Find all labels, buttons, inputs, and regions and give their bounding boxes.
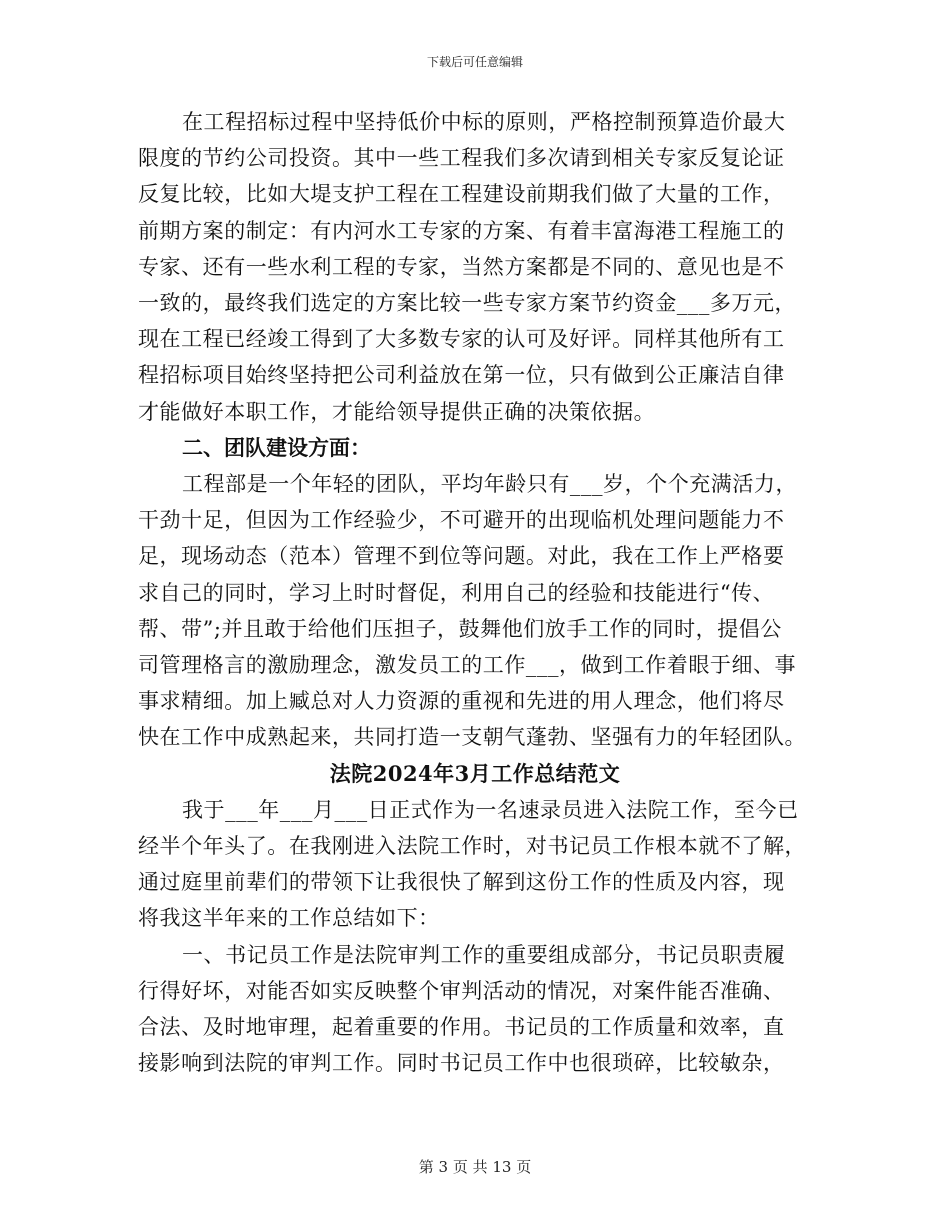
text-line: 将我这半年来的工作总结如下： xyxy=(138,906,440,931)
text-line: 合法、及时地审理，起着重要的作用。书记员的工作质量和效率，直 xyxy=(138,1015,785,1040)
text-line: 帮、带”;并且敢于给他们压担子，鼓舞他们放手工作的同时，提倡公 xyxy=(138,616,782,641)
text-line: 通过庭里前辈们的带领下让我很快了解到这份工作的性质及内容，现 xyxy=(138,870,785,895)
text-line: 才能做好本职工作，才能给领导提供正确的决策依据。 xyxy=(138,399,656,424)
text-line: 反复比较，比如大堤支护工程在工程建设前期我们做了大量的工作， xyxy=(138,182,785,207)
paragraph-clerk-duty xyxy=(138,937,812,1082)
text-line: 工程部是一个年轻的团队，平均年龄只有___岁，个个充满活力， xyxy=(182,472,797,497)
paragraph-team xyxy=(138,466,812,756)
document-body xyxy=(138,104,812,1081)
text-line: 程招标项目始终坚持把公司利益放在第一位，只有做到公正廉洁自律 xyxy=(138,363,785,388)
text-line: 求自己的同时，学习上时时督促，利用自己的经验和技能进行“传、 xyxy=(138,580,775,605)
paragraph-intro xyxy=(138,792,812,937)
text-line: 在工程招标过程中坚持低价中标的原则，严格控制预算造价最大 xyxy=(182,110,786,134)
text-line: 专家、还有一些水利工程的专家，当然方案都是不同的、意见也是不 xyxy=(138,254,785,279)
paragraph-bidding xyxy=(138,104,812,430)
text-line: 限度的节约公司投资。其中一些工程我们多次请到相关专家反复论证 xyxy=(138,146,785,171)
text-line: 我于___年___月___日正式作为一名速录员进入法院工作，至今已 xyxy=(182,797,799,822)
text-line: 事求精细。加上臧总对人力资源的重视和先进的用人理念，他们将尽 xyxy=(138,689,785,714)
text-line: 一、书记员工作是法院审判工作的重要组成部分，书记员职责履 xyxy=(182,942,786,967)
page-footer: 第 3 页 共 13 页 xyxy=(418,1158,532,1176)
text-line: 前期方案的制定：有内河水工专家的方案、有着丰富海港工程施工的 xyxy=(138,218,785,243)
text-line: 行得好坏，对能否如实反映整个审判活动的情况，对案件能否准确、 xyxy=(138,978,785,1003)
text-line: 现在工程已经竣工得到了大多数专家的认可及好评。同样其他所有工 xyxy=(138,327,785,352)
text-line: 接影响到法院的审判工作。同时书记员工作中也很琐碎，比较敏杂， xyxy=(138,1051,785,1076)
text-line: 足，现场动态（范本）管理不到位等问题。对此，我在工作上严格要 xyxy=(138,544,785,569)
text-line: 一致的，最终我们选定的方案比较一些专家方案节约资金___多万元， xyxy=(138,291,797,316)
text-line: 干劲十足，但因为工作经验少，不可避开的出现临机处理问题能力不 xyxy=(138,508,785,533)
document-title: 法院2024年3月工作总结范文 xyxy=(329,760,621,786)
text-line: 司管理格言的激励理念，激发员工的工作___，做到工作着眼于细、事 xyxy=(138,653,797,678)
text-line: 经半个年头了。在我刚进入法院工作时，对书记员工作根本就不了解， xyxy=(138,834,807,859)
text-line: 快在工作中成熟起来，共同打造一支朝气蓬勃、坚强有力的年轻团队。 xyxy=(138,725,807,750)
section-heading-team: 二、团队建设方面： xyxy=(182,434,371,460)
page-header: 下载后可任意编辑 xyxy=(426,55,523,69)
